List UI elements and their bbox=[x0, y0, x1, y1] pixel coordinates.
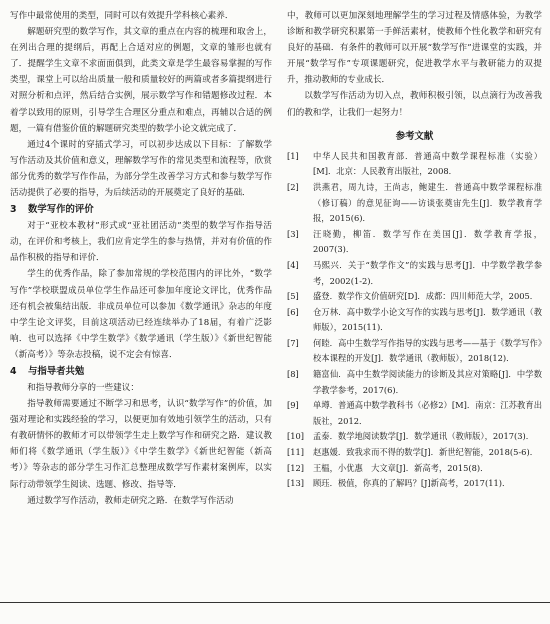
reference-item bbox=[287, 289, 542, 305]
reference-item bbox=[287, 258, 542, 289]
reference-text: 顾珏．极值，你真的了解吗？[J]新高考，2017(11)． bbox=[313, 478, 511, 489]
section-heading-4 bbox=[10, 363, 272, 380]
reference-item bbox=[287, 336, 542, 367]
reference-item bbox=[287, 180, 542, 227]
reference-text: 汪晓勤，柳笛．数学写作在美国[J]．数学教育学报，2007(3)． bbox=[313, 228, 542, 255]
section-title: 与指导者共勉 bbox=[28, 365, 85, 377]
reference-number: [6] bbox=[287, 306, 299, 317]
reference-number: [8] bbox=[287, 369, 299, 380]
reference-item bbox=[287, 227, 542, 258]
reference-number: [5] bbox=[287, 291, 299, 302]
reference-text: 单墫．普通高中数学教科书（必修2）[M]．南京：江苏教育出版社，2012． bbox=[313, 400, 542, 426]
reference-text: 何睦．高中生数学写作指导的实践与思考——基于《数学写作》校本课程的开发[J]．数学通讯（教师版），2018(12)． bbox=[313, 337, 542, 364]
right-column bbox=[287, 8, 542, 492]
footer-rule bbox=[0, 602, 550, 603]
reference-item bbox=[287, 476, 542, 492]
reference-number: [10] bbox=[287, 431, 305, 442]
reference-text: 孟泰．数学地阅读数学[J]．数学通讯（教师版），2017(3)． bbox=[313, 431, 535, 442]
reference-text: 赵惠媛．致我求而不得的数学[J]．新世纪智能，2018(5-6)． bbox=[313, 447, 538, 458]
reference-number: [11] bbox=[287, 447, 305, 458]
reference-item bbox=[287, 367, 542, 398]
reference-item bbox=[287, 429, 542, 445]
body-paragraph: 学生的优秀作品，除了参加常规的学校范围内的评比外，“数学写作”学校联盟成员单位学生作品还可参加年度论文评比，优秀作品还有机会被集结出版．非成员单位可以参加《数学通讯》杂志的年度中学生论文评奖，目前这项活动已经连续举办了18届，有着广泛影响．也可以选择《中学生数学》《数学通讯（学生版）》《新世纪智能（新高考）》等杂志投稿，说不定会有惊喜． bbox=[10, 269, 272, 360]
body-paragraph: 以数学写作活动为切入点，教师积极引领，以点滴行为改善我们的教和学，让我们一起努力！ bbox=[287, 91, 542, 118]
reference-item bbox=[287, 445, 542, 461]
reference-text: 中华人民共和国教育部．普通高中数学课程标准（实验）[M]．北京：人民教育出版社，2008． bbox=[313, 150, 542, 177]
reference-text: 马熙兴．关于“数学作文”的实践与思考[J]．中学数学教学参考，2002(1-2)． bbox=[313, 259, 542, 286]
reference-text: 盛登．数学作文价值研究[D]．成都：四川师范大学，2005． bbox=[313, 291, 539, 302]
body-paragraph: 和指导教师分享的一些建议： bbox=[27, 382, 139, 393]
section-number: 3 bbox=[10, 204, 17, 216]
section-number: 4 bbox=[10, 365, 17, 377]
reference-item bbox=[287, 149, 542, 180]
reference-text: 籍富仙．高中生数学阅读能力的诊断及其应对策略[J]．中学数学教学参考，2017(6)． bbox=[313, 369, 542, 395]
references-list bbox=[287, 149, 542, 492]
reference-number: [3] bbox=[287, 228, 299, 239]
reference-number: [13] bbox=[287, 478, 305, 489]
reference-text: 洪燕君，周九诗，王尚志，鲍建生．普通高中数学课程标准（修订稿）的意见征询——访谈张奠宙先生[J]．数学教育学报，2015(6)． bbox=[313, 181, 542, 224]
section-title: 数学写作的评价 bbox=[28, 204, 94, 216]
reference-number: [2] bbox=[287, 181, 299, 192]
body-paragraph: 解题研究型的数学写作，其文章的重点在内容的梳理和取舍上，在列出合理的提纲后，再配上合适对应的例题，文章的雏形也就有了．提醒学生文章不求面面俱到，此类文章是学生最容易掌握的写作类型，课堂上可以给出质量一般和质量较好的两篇或者多篇提纲进行对照分析和点评，然后结合实例，展示数学写作和错题修改过程．本着学以致用的原则，引导学生合理区分重点和难点，再辅以合适的例题，一篇有借鉴价值的解题研究类型的数学小论文就完成了． bbox=[10, 27, 272, 134]
body-paragraph: 通过4个课时的穿插式学习，可以初步达成以下目标：了解数学写作活动及其价值和意义，理解数学写作的常见类型和流程等，欣赏部分优秀的数学写作作品，为部分学生改善学习方式和参与数学写作活动提供了必要的指导，为后续活动的开展奠定了良好的基础． bbox=[10, 139, 272, 199]
reference-item bbox=[287, 461, 542, 477]
body-paragraph: 中，教师可以更加深刻地理解学生的学习过程及情感体验，为教学诊断和教学研究积累第一手鲜活素材，使教师个性化教学和研究有良好的基础．有条件的教师可以开展“数学写作”进课堂的实践，并开展“数学写作”专项课题研究，促进教学水平与教研能力的双提升，推动教师的专业成长． bbox=[287, 11, 542, 86]
body-paragraph: 写作中最常使用的类型，同时可以有效提升学科核心素养． bbox=[10, 11, 234, 21]
reference-text: 王榅，小优惠 大文章[J]．新高考，2015(8)． bbox=[313, 462, 489, 473]
body-paragraph: 对于“亚校本教材”形式或“亚社团活动”类型的数学写作指导活动，在评价和考核上，我们应肯定学生的参与热情，并对有价值的作品作积极的指导和评价． bbox=[10, 221, 272, 264]
body-paragraph: 指导教师需要通过不断学习和思考，认识“数学写作”的价值，加强对理论和实践经验的学习，以便更加有效地引领学生的活动，只有有教研情怀的教师才可以带领学生走上数学写作和研究之路．建议教师们将《数学通讯（学生版）》《中学生数学》《新世纪智能（新高考）》等杂志的部分学生习作汇总整理成数学写作素材案例库，以实际行动带领学生阅读、选题、修改、指导等． bbox=[10, 399, 272, 490]
references-title: 参考文献 bbox=[395, 130, 434, 142]
reference-item bbox=[287, 305, 542, 336]
reference-number: [4] bbox=[287, 259, 299, 270]
reference-number: [12] bbox=[287, 462, 305, 473]
body-paragraph: 通过数学写作活动，教师走研究之路．在数学写作活动 bbox=[27, 495, 234, 506]
reference-number: [9] bbox=[287, 400, 299, 411]
reference-item bbox=[287, 398, 542, 429]
reference-text: 仓万林．高中数学小论文写作的实践与思考[J]．数学通讯（教师版），2015(11)． bbox=[313, 306, 542, 333]
reference-number: [1] bbox=[287, 150, 299, 161]
left-column bbox=[10, 8, 272, 509]
section-heading-3 bbox=[10, 201, 272, 218]
reference-number: [7] bbox=[287, 337, 299, 348]
